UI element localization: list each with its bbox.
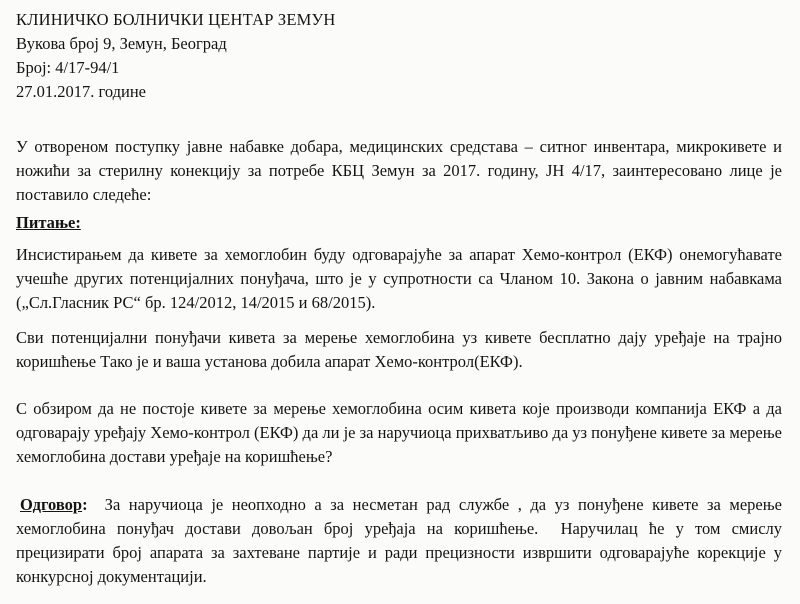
answer-text: За наручиоца је неопходно а за несметан рад службе , да уз понуђене кивете за мерење хемоглобина понуђач достави довољан број уређаја на коришћење. Наручилац ће у том смислу прецизирати број апарата за захтеване партије и ради прецизности извршити одговарајуће корекције у конкурсној документацији. (16, 495, 787, 586)
question-paragraph-2: Сви потенцијални понуђачи кивета за мерење хемоглобина уз кивете бесплатно дају уређаје на трајно коришћење Тако је и ваша установа добила апарат Хемо-контрол(ЕКФ). (16, 328, 782, 371)
institution-address: Вукова број 9, Земун, Београд (16, 34, 227, 53)
question-paragraph-3: С обзиром да не постоје кивете за мерење хемоглобина осим кивета које производи компанија ЕКФ а да одговарају уређају Хемо-контрол (ЕКФ) да ли је за наручиоца прихватљиво да уз понуђене кивете за мерење хемоглобина достави уређаје на коришћење? (16, 399, 782, 466)
answer-label-colon: : (82, 495, 88, 514)
answer-label: Одговор (20, 495, 83, 514)
document-date: 27.01.2017. године (16, 82, 147, 101)
question-paragraph-1: Инсистирањем да кивете за хемоглобин буду одговарајуће за апарат Хемо-контрол (ЕКФ) онемогућавате учешће других потенцијалних понуђача, што је у супротности са Чланом 10. Закона о јавним набавкама („Сл.Гласник РС“ бр. 124/2012, 14/2015 и 68/2015). (16, 245, 782, 312)
question-heading: Питање: (16, 213, 81, 232)
document-number: Број: 4/17-94/1 (16, 58, 120, 77)
intro-paragraph: У отвореном поступку јавне набавке добара, медицинских средстава – ситног инвентара, микрокивете и ножићи за стерилну конекцију за потребе КБЦ Земун за 2017. годину, ЈН 4/17, заинтересовано лице је поставило следеће: (16, 137, 782, 204)
answer-paragraph (16, 493, 787, 589)
institution-name: КЛИНИЧКО БОЛНИЧКИ ЦЕНТАР ЗЕМУН (16, 10, 336, 29)
